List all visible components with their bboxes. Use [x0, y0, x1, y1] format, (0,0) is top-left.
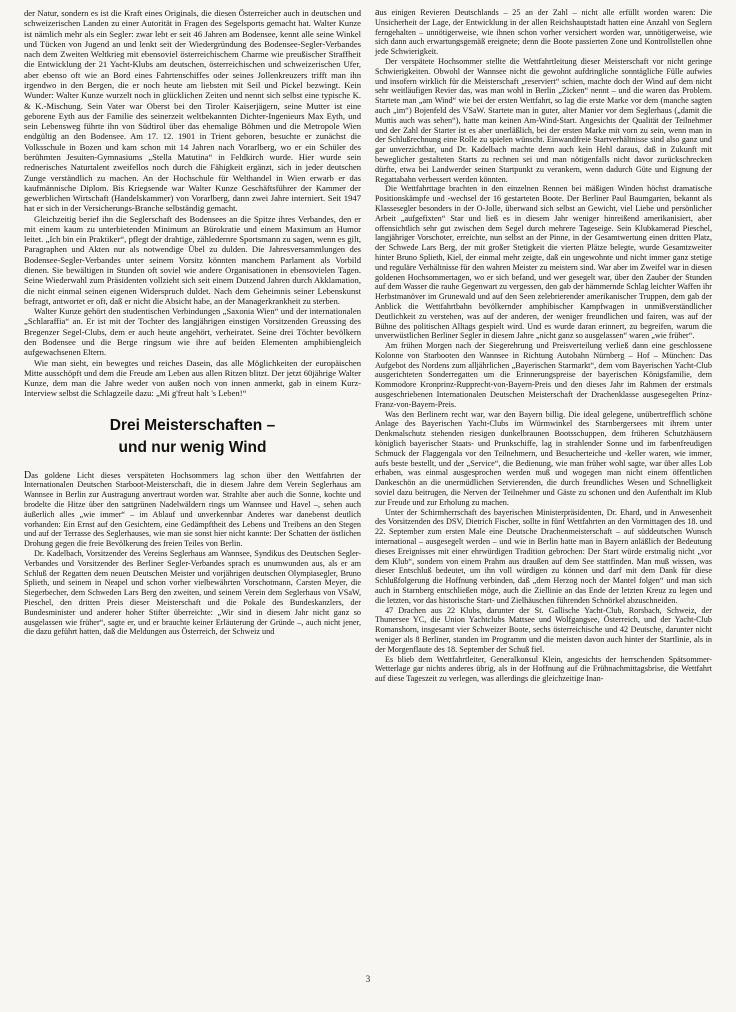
article-paragraph: Wie man sieht, ein bewegtes und reiches Dasein, das alle Möglichkeiten der europäischen Mitte ausschöpft und dem die Freude am Leben aus allen Ritzen blitzt. Der jetzt 60jährige Walter Kunze, dem man die Jahre weder von außen noch von innen anmerkt, gab in einem Kurz-Interview selbst die Schlagzeile dazu: „Mi g'freut halt 's Leben!“ — [24, 357, 361, 399]
left-column — [24, 8, 361, 637]
article-paragraph: Die Wettfahrttage brachten in den einzelnen Rennen bei mäßigen Winden höchst dramatische Positionskämpfe und -wechsel der 16 gestarteten Boote. Der Berliner Paul Baumgarten, bekannt als Klassesegler besonders in der O-Jolle, überwand sich selbst an Gewicht, viel Liebe und persönlicher Arbeit „aufgefixten“ Star und ließ es in diesem Jahr weniger hinreißend amerikanisiert, aber offensichtlich sehr gut zwischen dem Segel durch mehrere Tageseige. Sein Klubkamerad Pieschel, langjähriger Vorschoter, erreichte, nun selbst an der Pinne, in der Gesamtwertung einen dritten Platz, der Schwede Lars Berg, der mit großer Stetigkeit die vierten Plätze belegte, wurde Gesamtzweiter hinter Bruno Splieth, Kiel, der einmal mehr zeigte, daß ein ungewohnte und nicht immer ganz stetige und reguläre Verhältnisse für den wahren Meister zu meistern sind. War aber im Zweifel war in diesen goldenen Hochsommertagen, wo er sich befand, und wer gesegelt war, über den Zauber der Stunden auf dem Wasser die rauhe Gegenwart zu vergessen, den gab der hämmernde Schlag leichter Waffen ihr Herbstmanöver im Grunewald und auf den Seen zelebrierender amerikanischer Truppen, dem gab der Anblick die Wettfahrtbahn bevölkernder amphibischer Kampfwagen in unmißverständlicher Deutlichkeit zu verstehen, was auf der anderen, der weniger freundlichen und fairen, was auf der Bühne des politischen Alltags gespielt wird. Und es wurde daran erinnert, zu begreifen, warum die unverwüstlichen Berliner Segler in diesem Jahre „nicht ganz so ausgelassen“ waren „wie früher“. — [375, 184, 712, 341]
article-paragraph: der Natur, sondern es ist die Kraft eines Originals, die diesen Österreicher auch in deutschen und schweizerischen Landen zu einer Autorität in Fragen des Segelsports gemacht hat. Walter Kunze ist nämlich mehr als ein Segler: zwar lebt er seit 46 Jahren am Bodensee, kennt alle seine Winkel und Tücken von Jugend an und lenkt seit der Wiedergründung des Bodensee-Segler-Verbandes nach dem Zweiten Weltkrieg mit ebensoviel österreichischem Charme wie preußischer Straffheit die Entwicklung der 21 Yacht-Klubs am deutschen, österreichischen und schweizerischen Ufer, aber ebenso oft wie an Bord eines Fahrtenschiffes oder seines Jollenkreuzers trifft man ihn irgendwo in den Bergen, die er noch heute am liebsten mit Seil und Pickel bezwingt. Kein Wunder: Walter Kunze wurzelt noch in glücklichen Zeiten und nennt sich selbst eine typische K. & K.-Mischung. Sein Vater war Oberst bei den Tiroler Kaiserjägern, seine Mutter ist eine geborene Eyth aus der Familie des seinerzeit weltbekannten Dichter-Ingenieurs Max Eyth, und sein Lebensweg führte ihn von Südtirol über das ehemalige Böhmen und die Metropole Wien endgültig an den Bodensee. Am 17. 12. 1901 in Trient geboren, besuchte er zunächst die Volksschule in Bozen und kam schon mit 14 Jahren nach Vorarlberg, wo er ein Schüler des berühmten Jesuiten-Gymnasiums „Stella Matutina“ in Feldkirch wurde. Hier wurde sein rednerisches Naturtalent zweifellos noch durch die Fähigkeit ergänzt, sich in jeder deutschen Zunge verständlich zu machen. An der Hochschule für Welthandel in Wien erwarb er das kaufmännische Diplom. Bis Kriegsende war Walter Kunze Geschäftsführer der Kammer der gewerblichen Wirtschaft (Handelskammer) von Vorarlberg, dann zwei Jahre interniert. Seit 1947 hat er sich in der Versicherungs-Branche selbständig gemacht. — [24, 8, 361, 214]
article-paragraph: Es blieb dem Wettfahrtleiter, Generalkonsul Klein, angesichts der herrschenden Spätsommer-Wetterlage gar nichts anderes übrig, als in der Hoffnung auf die Frühnachmittagsbrise, die Wettfahrt auf diese Tageszeit zu verlegen, was allerdings die gleichzeitige Inan- — [375, 654, 712, 684]
two-column-layout — [24, 8, 712, 684]
article-paragraph: Am frühen Morgen nach der Siegerehrung und Preisverteilung verließ dann eine geschlossene Kolonne von Starbooten den Wannsee in Richtung Autobahn Nürnberg – Hof – München: Das Aufgebot des Nordens zum alljährlichen „Bayerischen Starmarkt“, dem vom Bayerischen Yacht-Club ausgerichteten Sonderregatten um die Erinnerungspreise der bayerischen Königsfamilie, dem Kommodore Kronprinz-Rupprecht-von-Bayern-Preis und den dieses Jahr im Rahmen der erstmals ausgeschriebenen Internationalen Deutschen Meisterschaft der Drachenklasse ausgesegelten Prinz-Franz-von-Bayern-Preis. — [375, 341, 712, 409]
article-paragraph: aus einigen Revieren Deutschlands – 25 an der Zahl – nicht alle erfüllt worden waren: Die Unsicherheit der Lage, der Entwicklung in der allen Reichshauptstadt hatten eine Anzahl von Seglern ferngehalten – unnötigerweise, wie ihnen schon vorher versichert worden war, unnötigerweise, wie sich dann auch erwartungsgemäß ereignete; denn die Boote passierten Zone und Kontrollstellen ohne jede Schwierigkeit. — [375, 7, 712, 57]
article-paragraph: Unter der Schirmherrschaft des bayerischen Ministerpräsidenten, Dr. Ehard, und in Anwesenheit des Vorsitzenden des DSV, Dietrich Fischer, sollte in fünf Wettfahrten an den Vormittagen des 18. und 22. September zum ersten Male eine Deutsche Drachenmeisterschaft – auf süddeutschen Wunsch international – ausgesegelt werden – und wie in Berlin hatte man in Bayern anläßlich der Bedeutung dieses Ereignisses mit einer ehrwürdigen Tradition gebrochen: Der Start würde erstmalig nicht „vor dem Klub“, sondern von einem Prahm aus draußen auf dem See stattfinden. Man muß wissen, was dieser Entschluß bedeutet, um ihn voll würdigen zu können und darf mit dem Dank für diese Schlußfolgerung die Hoffnung verbinden, daß „dem Herzog noch der Mantel folgen“ und man sich auch in Starnberg entschließen möge, auch die Ziellinie an das Ende der letzten Kreuz zu legen und die letzten, vor das historische Start- und Zielhäuschen führenden Schnörkel abzuschneiden. — [375, 507, 712, 605]
article-paragraph: Gleichzeitig berief ihn die Seglerschaft des Bodensees an die Spitze ihres Verbandes, den er mit einem kaum zu unterbietenden Minimum an Bürokratie und einem Maximum an Humor leitet. „Ich bin ein Praktiker“, pflegt der drahtige, zähledernre Sportsmann zu sagen, wenn es gilt, Paragraphen und Akten nur als notwendige Übel zu dulden. Die Jahresversammlungen des Bodensee-Segler-Verbandes unter seinem Vorsitz könnten manchem Parlament als Vorbild dienen. Sie bewältigen in Stunden oft soviel wie andere Organisationen in ebensovielen Tagen. Seine Wiederwahl zum Präsidenten vollzieht sich seit einem Dutzend Jahren durch Akklamation, die nicht einmal seinen eigenen Widerspruch duldet. Nach dem Geheimnis seiner Lebenskunst befragt, antwortet er oft, daß er nicht die Absicht habe, an der Managerkrankheit zu sterben. — [24, 213, 361, 306]
right-column — [375, 8, 712, 684]
article-paragraph: Der verspätete Hochsommer stellte die Wettfahrtleitung dieser Meisterschaft vor nicht geringe Schwierigkeiten. Obwohl der Wannsee nicht die gewohnt aufdringliche sonntägliche Fülle aufwies und insofern wirklich für die Meisterschaft „reserviert“ schien, machte doch der Wind auf dem nicht sehr weitläufigen Revier das, was man wohl in Berlin „Zicken“ nennt – und die waren das Problem. Startete man „am Wind“ wie bei der ersten Wettfahrt, so lag die erste Marke vor dem (manche sagten auch „im“) Bojenfeld des VSaW. Startete man in guter, alter Manier vor dem Seglerhaus („damit die Muttis auch was sehen“), hatte man keinen Am-Wind-Start. Angesichts der Qualität der Teilnehmer und der Zahl der Starter ist es aber unerläßlich, bei der ersten Marke mit vorn zu sein, wenn man in der Schlußrechnung eine Rolle zu spielen wünscht. Einwandfreie Startverhältnisse sind also ganz und gar unverzichtbar, und Dr. Kadelbach machte denn auch kein Hehl daraus, daß in Zukunft mit beweglicher gestalteten Starts zu rechnen sei und man nötigenfalls nicht davor zurückschrecken dürfte, etwa bei Landwerder seinen Startpunkt zu verankern, wenn dadurch Güte und Eignung der Regattabahn verbessert werden könnten. — [375, 56, 712, 184]
article-headline — [24, 415, 361, 459]
article-paragraph: 47 Drachen aus 22 Klubs, darunter der St. Gallische Yacht-Club, Rorsbach, Schweiz, der Thunersee YC, die Union Yachtclubs Mattsee und Wolfgangsee, Österreich, und der Yacht-Club Romanshorn, insgesamt vier Schweizer Boote, sechs österreichische und 42 Deutsche, darunter nicht weniger als 8 Berliner, standen im Programm und die meisten davon auch hinter der Startlinie, als in der Morgenflaute des 18. September der Schuß fiel. — [375, 605, 712, 654]
article-paragraph: Walter Kunze gehört den studentischen Verbindungen „Saxonia Wien“ und der internationalen „Schlaraffia“ an. Er ist mit der Tochter des langjährigen einstigen Vorsitzenden Greussing des Bregenzer Segel-Clubs, dem er auch heute angehört, verheiratet. Seine drei Töchter bevölkern den Bodensee und die Berge ringsum wie ihre auf beiden Elementen amphibiengleich aufgewachsenen Eltern. — [24, 306, 361, 358]
page-number: 3 — [365, 974, 371, 984]
headline-line-2: und nur wenig Wind — [118, 438, 267, 456]
article-paragraph: Was den Berlinern recht war, war den Bayern billig. Die ideal gelegene, unübertrefflich schöne Anlage des Bayerischen Yacht-Clubs im Würmwinkel des Starnbergersees mit ihrem unter Denkmalschutz stehenden riesigen dunkelbraunen Bootsschuppen, dem früheren Schutzhäusern königlich bayerischer Staats- und Prunkschiffe, lag in strahlender Sonne und im farbenfreudigen Schmuck der Flaggengala vor den Teilnehmern, und Besucherteiche und -keller waren, wie immer, aufs beste bestellt, und der „Service“, die Bedienung, wie man früher wohl sagte, war über alles Lob erhaben, was einmal ausgesprochen werden muß und wogegen man nicht einem öffentlichen Dankeschön an die unermüdlichen Servierenden, die durch freundliches Wesen und Schnelligkeit soviel dazu beitrugen, die Nerven der Teilnehmer und Gäste zu schonen und den Aufenthalt im Klub zur Freude und zur Erholung zu machen. — [375, 409, 712, 507]
article-paragraph: Dr. Kadelbach, Vorsitzender des Vereins Seglerhaus am Wannsee, Syndikus des Deutschen Segler-Verbandes und Vorsitzender des Berliner Segler-Verbandes sprach es unumwunden aus, als er am Schluß der Regatten dem neuen Deutschen Meister und vorjährigen deutschen Olympiasegler, Bruno Splieth, und seinem in Neapel und schon vorher vielbewährten Vorschotmann, Carsten Meyer, die Siegerbecher, dem Schweden Lars Berg den zweiten, und seinem Verein dem Seglerhaus von VSaW, Pieschel, den dritten Preis dieser Meisterschaft und die Pokale des Bundeskanzlers, der Bundesminister und anderer hoher Stifter überreichte: „Wir sind in diesem Jahr nicht ganz so ausgelassen wie früher“, sagte er, und er brauchte keiner Erläuterung der Gründe –, auch nicht jener, die dazu geführt hatten, daß die Meldungen aus Österreich, der Schweiz und — [24, 549, 361, 637]
article-paragraph: Das goldene Licht dieses verspäteten Hochsommers lag schon über den Wettfahrten der Internationalen Deutschen Starboot-Meisterschaft, die in diesem Jahre dem Verein Seglerhaus am Wannsee in Berlin zur Austragung anvertraut worden war. Strahlte aber auch die Sonne, kochte und brodelte die Hitze über den sattgrünen Nadelwäldern rings um Wannsee und Havel –, sehen auch äußerlich alles „wie immer“ – im Ablauf und unverkennbar Anderes war danebenst deutlich vorhanden: Ein Ernst auf den Gesichtern, eine Gedämpftheit des Lebens und Treibens an den Stegen und auf der Terrasse des Seglerhauses, wie man sie sonst hier nicht kannte: Der Schatten der östlichen Drohung gegen die freie Bevölkerung des freien Teiles von Berlin. — [24, 469, 361, 549]
headline-line-1: Drei Meisterschaften – — [109, 416, 276, 434]
